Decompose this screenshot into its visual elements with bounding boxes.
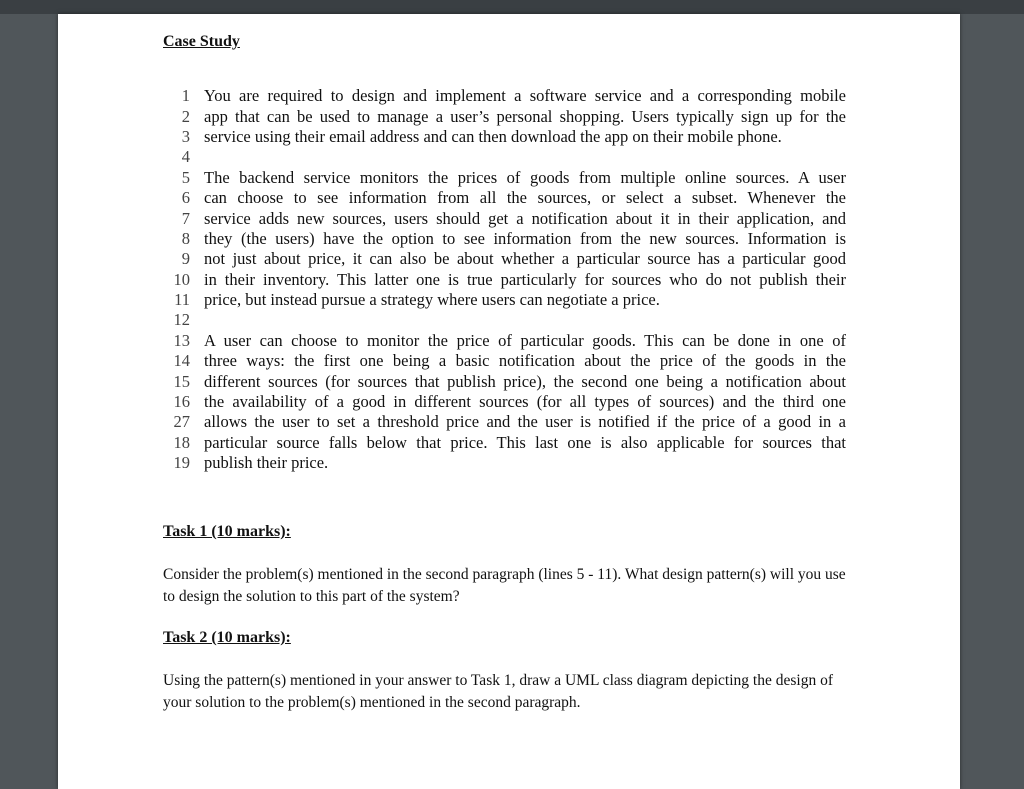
line-number: 4 xyxy=(181,147,190,167)
numbered-line xyxy=(158,412,858,432)
numbered-line xyxy=(158,433,858,453)
numbered-line xyxy=(158,290,858,310)
line-number: 5 xyxy=(181,167,190,187)
line-number: 2 xyxy=(181,106,190,126)
numbered-line xyxy=(158,270,858,290)
line-number: 11 xyxy=(174,290,190,310)
numbered-line xyxy=(158,208,858,228)
numbered-line xyxy=(158,106,858,126)
line-number: 15 xyxy=(173,371,190,391)
numbered-line xyxy=(158,249,858,269)
task1-heading: Task 1 (10 marks): xyxy=(163,523,291,540)
line-text: A user can choose to monitor the price of particular goods. This can be done in one of xyxy=(204,330,846,350)
line-text: You are required to design and implement a software service and a corresponding mobile xyxy=(204,86,846,106)
viewer-toolbar xyxy=(0,0,1024,14)
line-number: 8 xyxy=(181,228,190,248)
task2-heading: Task 2 (10 marks): xyxy=(163,629,291,646)
line-number: 12 xyxy=(173,310,190,330)
document-page xyxy=(58,14,960,789)
line-number: 3 xyxy=(181,126,190,146)
numbered-line xyxy=(158,86,858,106)
numbered-line xyxy=(158,229,858,249)
line-text: app that can be used to manage a user’s personal shopping. Users typically sign up for the xyxy=(204,106,846,126)
line-number: 19 xyxy=(173,453,190,473)
line-text: publish their price. xyxy=(204,453,329,473)
line-number: 16 xyxy=(173,392,190,412)
line-number: 13 xyxy=(173,330,190,350)
line-text: not just about price, it can also be about whether a particular source has a particular good xyxy=(204,249,846,269)
line-text: in their inventory. This latter one is true particularly for sources who do not publish their xyxy=(204,269,846,289)
line-number: 14 xyxy=(173,351,190,371)
numbered-line xyxy=(158,453,858,473)
numbered-line xyxy=(158,168,858,188)
numbered-line xyxy=(158,147,858,167)
task1-text: Consider the problem(s) mentioned in the second paragraph (lines 5 - 11). What design pattern(s) will you use to design the solution to this part of the system? xyxy=(163,566,846,605)
line-number: 10 xyxy=(173,269,190,289)
line-text: the availability of a good in different sources (for all types of sources) and the third one xyxy=(204,392,846,412)
line-text: service using their email address and can then download the app on their mobile phone. xyxy=(204,126,782,146)
line-text: The backend service monitors the prices of goods from multiple online sources. A user xyxy=(204,167,846,187)
line-number: 27 xyxy=(173,412,190,432)
line-number: 9 xyxy=(181,249,190,269)
line-number: 1 xyxy=(181,86,190,106)
line-text: particular source falls below that price. This last one is also applicable for sources that xyxy=(204,432,846,452)
numbered-line xyxy=(158,351,858,371)
numbered-line xyxy=(158,127,858,147)
numbered-line xyxy=(158,310,858,330)
line-text: price, but instead pursue a strategy where users can negotiate a price. xyxy=(204,290,660,310)
line-number: 6 xyxy=(181,188,190,208)
numbered-line xyxy=(158,331,858,351)
line-number: 18 xyxy=(173,432,190,452)
line-text: they (the users) have the option to see information from the new sources. Information is xyxy=(204,228,846,248)
line-text: allows the user to set a threshold price and the user is notified if the price of a good in a xyxy=(204,412,846,432)
case-study-heading: Case Study xyxy=(163,33,240,50)
numbered-line xyxy=(158,392,858,412)
line-text: three ways: the first one being a basic notification about the price of the goods in the xyxy=(204,351,846,371)
line-number: 7 xyxy=(181,208,190,228)
numbered-line xyxy=(158,371,858,391)
line-text: can choose to see information from all the sources, or select a subset. Whenever the xyxy=(204,188,846,208)
task2-text: Using the pattern(s) mentioned in your answer to Task 1, draw a UML class diagram depicting the design of your solution to the problem(s) mentioned in the second paragraph. xyxy=(163,672,833,711)
numbered-line xyxy=(158,188,858,208)
line-text: different sources (for sources that publish price), the second one being a notification about xyxy=(204,371,846,391)
line-text: service adds new sources, users should get a notification about it in their application, and xyxy=(204,208,846,228)
case-study-lines xyxy=(158,86,858,473)
